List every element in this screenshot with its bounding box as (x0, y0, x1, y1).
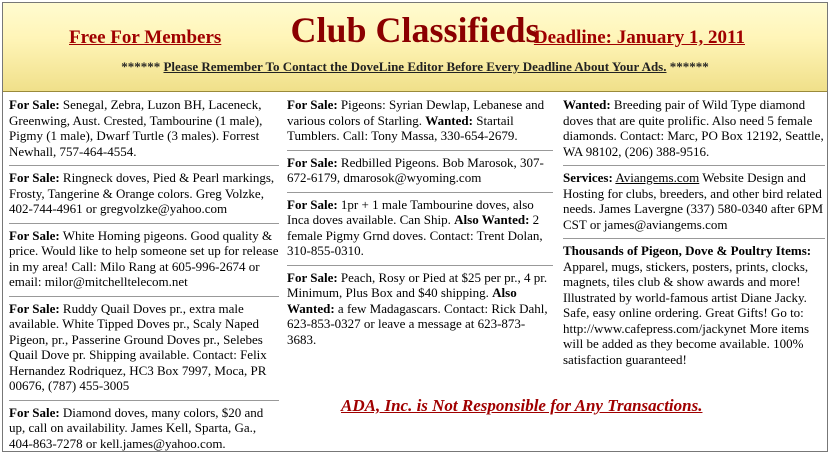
classified-ad (287, 270, 553, 348)
divider (563, 165, 825, 166)
free-for-members-heading: Free For Members (69, 27, 222, 48)
classified-ad (287, 155, 553, 186)
ad-text: Ruddy Quail Doves pr., extra male available. White Tipped Doves pr., Scaly Naped Pigeon, pr., Passerine Ground Doves pr., Selebes Quail Dove pr. Shipping available. Contact: Felix Hernandez Rodriquez, HC3 Box 7997, Moca, PR 00676, (787) 455-3005 (9, 300, 267, 393)
classified-ad (287, 197, 553, 259)
column-1 (9, 97, 279, 452)
ad-text: Apparel, mugs, stickers, posters, prints, clocks, magnets, tiles club & show awards and more! Illustrated by world-famous artist Diane Jacky. Safe, easy online ordering. Great Gifts! Go to: http://www.cafepress.com/jackynet More items will be added as they become available. 100% satisfaction guaranteed! (563, 258, 810, 367)
aviangems-link[interactable]: Aviangems.com (615, 170, 700, 185)
ad-label-secondary: Wanted: (425, 112, 473, 128)
ad-label: For Sale: (9, 300, 60, 316)
ad-text: Website Design and Hosting for clubs, breeders, and other bird related needs. James Lavergne (337) 580-0340 after 6PM CST or james@aviangems.com (563, 170, 824, 232)
ad-label-secondary: Also Wanted: (287, 285, 517, 316)
ad-text: Senegal, Zebra, Luzon BH, Laceneck, Greenwing, Aust. Crested, Tambourine (1 male), Pigmy (1 male), Dwarf Turtle (3 males). Forrest Newhall, 757-464-4554. (9, 97, 263, 159)
classified-ad (9, 170, 279, 217)
ad-text: Pigeons: Syrian Dewlap, Lebanese and various colors of Starling. (287, 97, 545, 128)
notice-text: Please Remember To Contact the DoveLine Editor Before Every Deadline About Your Ads. (163, 59, 667, 74)
classified-ad (9, 228, 279, 290)
ad-label: For Sale: (287, 196, 338, 212)
divider (563, 238, 825, 239)
ad-text-secondary: a few Madagascars. Contact: Rick Dahl, 623-853-0327 or leave a message at 623-873-3683. (287, 300, 548, 347)
classified-ad (9, 97, 279, 159)
page-title: Club Classifieds (290, 10, 540, 50)
classified-ad (9, 301, 279, 394)
ad-label: For Sale: (9, 227, 60, 243)
editor-notice (3, 59, 827, 75)
classifieds-panel (2, 2, 828, 452)
ad-label: For Sale: (9, 404, 60, 420)
ad-text: Peach, Rosy or Pied at $25 per pr., 4 pr. Minimum, Plus Box and $40 shipping. (287, 269, 548, 300)
ad-text: Breeding pair of Wild Type diamond doves that are quite prolific. Also need 5 female diamonds. Contact: Marc, PO Box 12192, Seattle, WA 98102, (206) 388-9516. (563, 97, 824, 159)
divider (9, 400, 279, 401)
classified-ad (563, 170, 825, 232)
ad-label: For Sale: (9, 170, 60, 185)
notice-stars-left: ****** (121, 59, 161, 74)
ad-text: Redbilled Pigeons. Bob Marosok, 307-672-6179, dmarosok@wyoming.com (287, 154, 544, 185)
ad-label: Services: (563, 170, 613, 185)
column-3 (563, 97, 825, 373)
ad-text: Diamond doves, many colors, $20 and up, call on availability. James Kell, Sparta, Ga., 404-863-7278 or kell.james@yahoo.com. (9, 404, 264, 451)
deadline-heading: Deadline: January 1, 2011 (533, 27, 745, 48)
disclaimer: ADA, Inc. is Not Responsible for Any Transactions. (341, 396, 703, 415)
divider (9, 223, 279, 224)
ad-text-secondary: Startail Tumblers. Call: Tony Massa, 330-654-2679. (287, 112, 518, 143)
classified-ad (563, 243, 825, 367)
ad-label: For Sale: (287, 97, 338, 112)
divider (287, 192, 553, 193)
divider (9, 165, 279, 166)
ad-label-secondary: Also Wanted: (454, 212, 530, 227)
classified-ad (287, 97, 553, 144)
classified-ad (563, 97, 825, 159)
divider (287, 150, 553, 151)
classified-ad (9, 405, 279, 452)
ad-text-secondary: 2 female Pigmy Grnd doves. Contact: Trent Dolan, 310-855-0310. (287, 212, 543, 258)
ad-text: Ringneck doves, Pied & Pearl markings, Frosty, Tangerine & Orange colors. Greg Volzke, 402-744-4961 or gregvolzke@yahoo.com (9, 170, 275, 216)
divider (287, 265, 553, 266)
ad-label: Wanted: (563, 97, 611, 112)
ad-label: For Sale: (9, 97, 60, 112)
ad-text: 1pr + 1 male Tambourine doves, also Inca doves available. Can Ship. (287, 196, 534, 227)
ad-label: Thousands of Pigeon, Dove & Poultry Items: (563, 243, 812, 258)
ad-label: For Sale: (287, 269, 338, 285)
ad-label: For Sale: (287, 154, 338, 170)
divider (9, 296, 279, 297)
header-banner (3, 3, 827, 92)
column-2 (287, 97, 553, 353)
notice-stars-right: ****** (669, 59, 709, 74)
ad-text: White Homing pigeons. Good quality & price. Would like to help someone set up for release in my area! Call: Milo Rang at 605-996-2674 or email: milor@mitchelltelecom.net (9, 227, 279, 289)
